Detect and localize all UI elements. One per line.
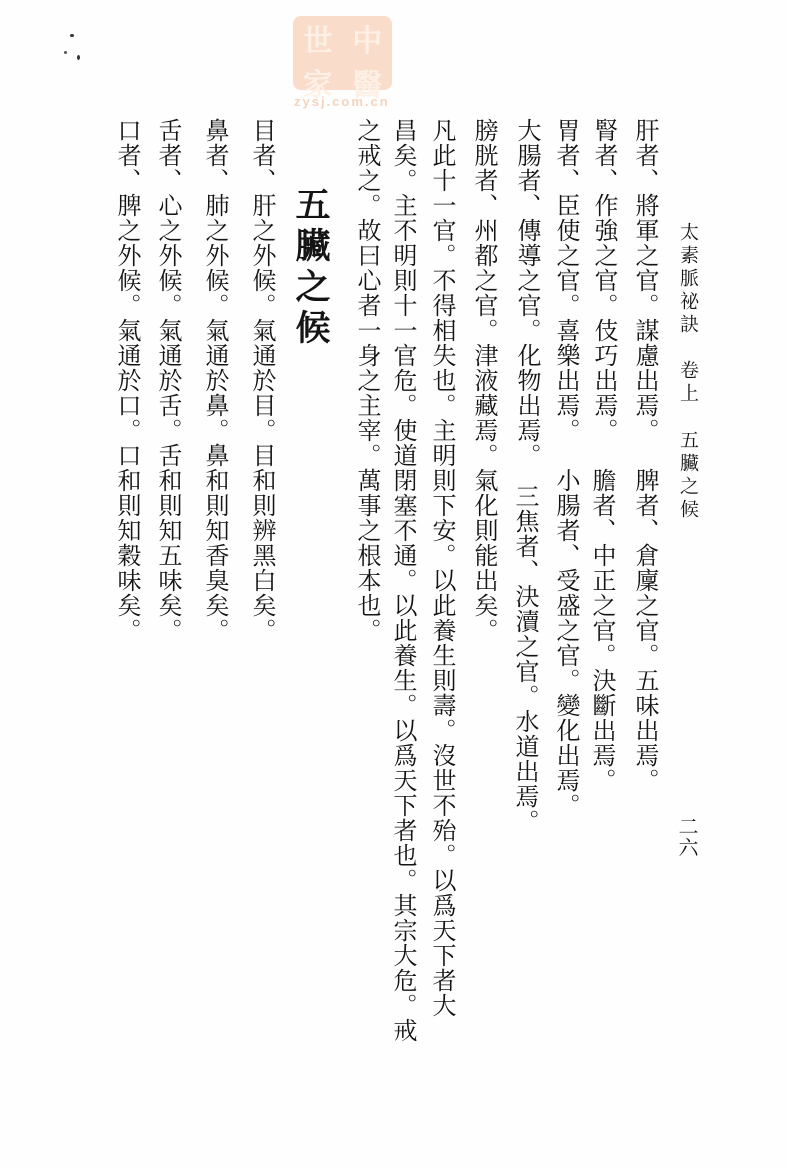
column-bladder: 膀胱者、州都之官。津液藏焉。氣化則能出矣。 [470,118,498,643]
column-tongue: 舌者、心之外候。氣通於舌。舌和則知五味矣。 [154,118,182,643]
column-mouth: 口者、脾之外候。氣通於口。口和則知穀味矣。 [113,118,141,643]
seal-char: 醫 [352,68,383,103]
column-triple-burner: 三焦者、決瀆之官。水道出焉。 [511,484,539,834]
running-head-book-title: 太素脈祕訣 [677,222,699,337]
scan-speck [64,51,67,54]
seal-char: 家 [302,68,333,103]
seal-char: 世 [302,24,333,59]
column-nose: 鼻者、肺之外候。氣通於鼻。鼻和則知香臭矣。 [201,118,229,643]
column-gallbladder: 膽者、中正之官。決斷出焉。 [588,468,616,793]
watermark-site-text: zysj.com.cn [294,94,390,109]
running-head-section: 五臟之候 [677,430,699,522]
column-eye: 目者、肝之外候。氣通於目。目和則辨黑白矣。 [248,118,276,643]
column-kidney: 腎者、作強之官。伎巧出焉。 [590,118,618,443]
column-large-intestine: 大腸者、傳導之官。化物出焉。 [513,118,541,468]
scan-speck [77,55,80,60]
column-liver: 肝者、將軍之官。謀慮出焉。 [631,118,659,443]
column-heart-ruler: 之戒之。故曰心者一身之主宰。萬事之根本也。 [353,118,381,643]
column-stomach: 胃者、臣使之官。喜樂出焉。 [552,118,580,443]
page-number: 二六 [675,816,699,858]
column-spleen: 脾者、倉廩之官。五味出焉。 [631,468,659,793]
running-head-volume: 卷上 [677,360,699,406]
column-eleven-officials-2: 昌矣。主不明則十一官危。使道閉塞不通。以此養生。以爲天下者也。其宗大危。戒 [389,118,417,1043]
seal-char: 中 [352,24,383,59]
scan-speck [70,34,74,37]
column-eleven-officials-1: 凡此十一官。不得相失也。主明則下安。以此養生則壽。沒世不殆。以爲天下者大 [428,118,456,1018]
column-small-intestine: 小腸者、受盛之官。變化出焉。 [552,468,580,818]
section-title: 五臟之候 [290,186,331,350]
